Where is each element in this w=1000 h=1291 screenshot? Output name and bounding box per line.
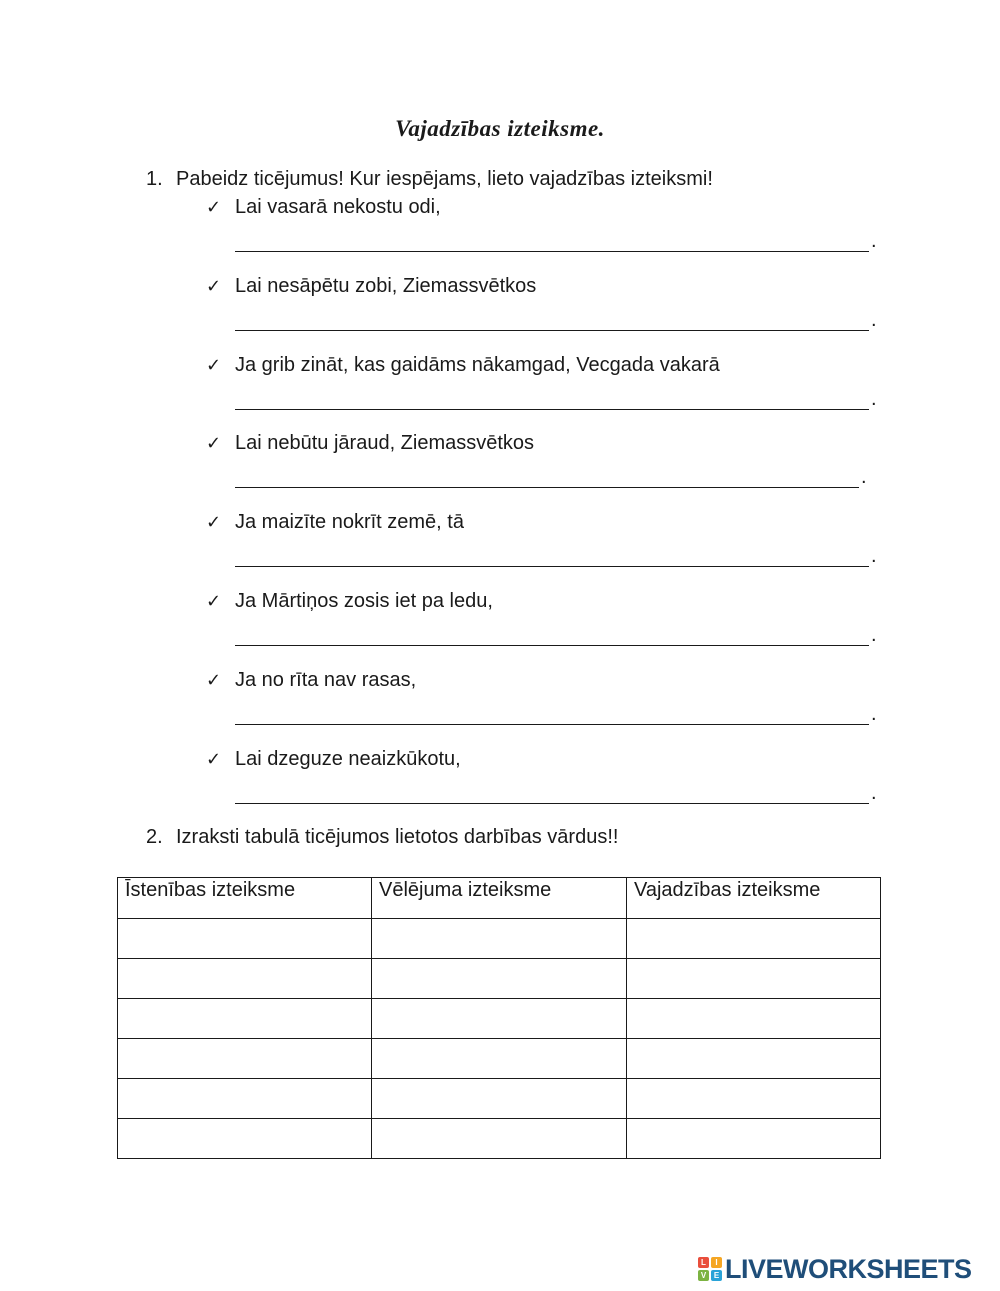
table-cell[interactable] [118, 959, 372, 999]
table-row [118, 1119, 881, 1159]
header-conditional: Vēlējuma izteiksme [372, 878, 627, 919]
sentence-end-period: . [861, 466, 867, 488]
sentence-end-period: . [871, 309, 877, 331]
table-cell[interactable] [118, 919, 372, 959]
header-indicative: Īstenības izteiksme [118, 878, 372, 919]
answer-line[interactable] [235, 409, 869, 410]
answer-line[interactable] [235, 803, 869, 804]
checkmark-icon: ✓ [206, 197, 222, 217]
checkmark-icon: ✓ [206, 749, 222, 769]
table-row [118, 959, 881, 999]
task-2-text: Izraksti tabulā ticējumos lietotos darbības vārdus!! [176, 826, 619, 848]
sentence-end-period: . [871, 388, 877, 410]
table-cell[interactable] [372, 999, 627, 1039]
task-1-heading [146, 167, 713, 191]
table-row [118, 999, 881, 1039]
sentence-prompt: Lai dzeguze neaizkūkotu, [235, 748, 461, 770]
table-cell[interactable] [372, 919, 627, 959]
sentence-end-period: . [871, 230, 877, 252]
task-1-text: Pabeidz ticējumus! Kur iespējams, lieto vajadzības izteiksmi! [176, 168, 713, 190]
sentence-end-period: . [871, 624, 877, 646]
table-cell[interactable] [627, 959, 881, 999]
table-header-row [118, 878, 881, 919]
sentence-prompt: Lai vasarā nekostu odi, [235, 196, 441, 218]
table-row [118, 1039, 881, 1079]
table-cell[interactable] [372, 1119, 627, 1159]
task-2-number: 2. [146, 826, 163, 848]
checkmark-icon: ✓ [206, 433, 222, 453]
checkmark-icon: ✓ [206, 355, 222, 375]
logo-block: V [698, 1270, 709, 1281]
answer-line[interactable] [235, 724, 869, 725]
sentence-end-period: . [871, 703, 877, 725]
logo-block: I [711, 1257, 722, 1268]
sentence-prompt: Ja grib zināt, kas gaidāms nākamgad, Vecgada vakarā [235, 354, 720, 376]
table-row [118, 919, 881, 959]
table-cell[interactable] [627, 1079, 881, 1119]
logo-blocks-icon [698, 1257, 722, 1281]
sentence-end-period: . [871, 545, 877, 567]
answer-line[interactable] [235, 645, 869, 646]
checkmark-icon: ✓ [206, 591, 222, 611]
table-cell[interactable] [372, 1079, 627, 1119]
answer-line[interactable] [235, 251, 869, 252]
checkmark-icon: ✓ [206, 670, 222, 690]
sentence-prompt: Lai nesāpētu zobi, Ziemassvētkos [235, 275, 537, 297]
table-cell[interactable] [118, 1039, 372, 1079]
table-cell[interactable] [627, 1119, 881, 1159]
table-row [118, 1079, 881, 1119]
sentence-prompt: Ja maizīte nokrīt zemē, tā [235, 511, 464, 533]
table-cell[interactable] [372, 1039, 627, 1079]
answer-line[interactable] [235, 487, 859, 488]
table-cell[interactable] [627, 919, 881, 959]
answer-line[interactable] [235, 330, 869, 331]
answer-line[interactable] [235, 566, 869, 567]
liveworksheets-logo [698, 1255, 972, 1283]
task-2-heading [146, 825, 618, 849]
sentence-prompt: Ja no rīta nav rasas, [235, 669, 417, 691]
sentence-end-period: . [871, 782, 877, 804]
table-cell[interactable] [627, 999, 881, 1039]
sentence-prompt: Ja Mārtiņos zosis iet pa ledu, [235, 590, 493, 612]
table-cell[interactable] [627, 1039, 881, 1079]
page-title: Vajadzības izteiksme. [395, 116, 605, 141]
logo-block: E [711, 1270, 722, 1281]
table-cell[interactable] [372, 959, 627, 999]
checkmark-icon: ✓ [206, 276, 222, 296]
sentence-prompt: Lai nebūtu jāraud, Ziemassvētkos [235, 432, 535, 454]
header-debitive: Vajadzības izteiksme [627, 878, 881, 919]
logo-block: L [698, 1257, 709, 1268]
table-cell[interactable] [118, 1119, 372, 1159]
logo-text: LIVEWORKSHEETS [725, 1253, 972, 1284]
table-cell[interactable] [118, 1079, 372, 1119]
task-1-number: 1. [146, 168, 163, 190]
checkmark-icon: ✓ [206, 512, 222, 532]
table-cell[interactable] [118, 999, 372, 1039]
verb-table [117, 877, 881, 1159]
